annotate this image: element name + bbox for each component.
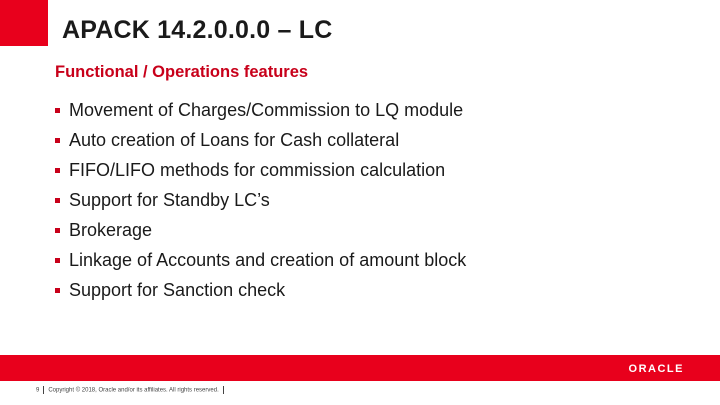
bullet-text: Linkage of Accounts and creation of amount block — [69, 249, 467, 270]
bullet-item — [55, 245, 466, 275]
bullet-text: Movement of Charges/Commission to LQ module — [69, 99, 464, 120]
square-bullet-icon — [55, 258, 60, 263]
bullet-list — [55, 95, 466, 305]
square-bullet-icon — [55, 168, 60, 173]
bullet-text: Brokerage — [69, 219, 153, 240]
oracle-logo: ORACLE — [628, 363, 684, 375]
slide-subtitle: Functional / Operations features — [55, 63, 309, 81]
square-bullet-icon — [55, 198, 60, 203]
square-bullet-icon — [55, 228, 60, 233]
bullet-item — [55, 275, 466, 305]
slide-title: APACK 14.2.0.0.0 – LC — [62, 16, 333, 44]
footer-bar — [0, 355, 720, 381]
bullet-text: FIFO/LIFO methods for commission calculation — [69, 159, 446, 180]
footer-divider — [43, 386, 44, 394]
bullet-text: Auto creation of Loans for Cash collateral — [69, 129, 400, 150]
square-bullet-icon — [55, 108, 60, 113]
bullet-item — [55, 215, 466, 245]
bullet-text: Support for Sanction check — [69, 279, 286, 300]
bullet-text: Support for Standby LC’s — [69, 189, 270, 210]
copyright-text: Copyright © 2018, Oracle and/or its affiliates. All rights reserved. — [48, 387, 219, 394]
top-accent-bar — [0, 0, 48, 46]
bullet-item — [55, 155, 466, 185]
square-bullet-icon — [55, 138, 60, 143]
page-number: 9 — [36, 387, 40, 394]
bullet-item — [55, 125, 466, 155]
footer-divider — [223, 386, 224, 394]
footer-text — [36, 386, 228, 394]
square-bullet-icon — [55, 288, 60, 293]
bullet-item — [55, 185, 466, 215]
bullet-item — [55, 95, 466, 125]
